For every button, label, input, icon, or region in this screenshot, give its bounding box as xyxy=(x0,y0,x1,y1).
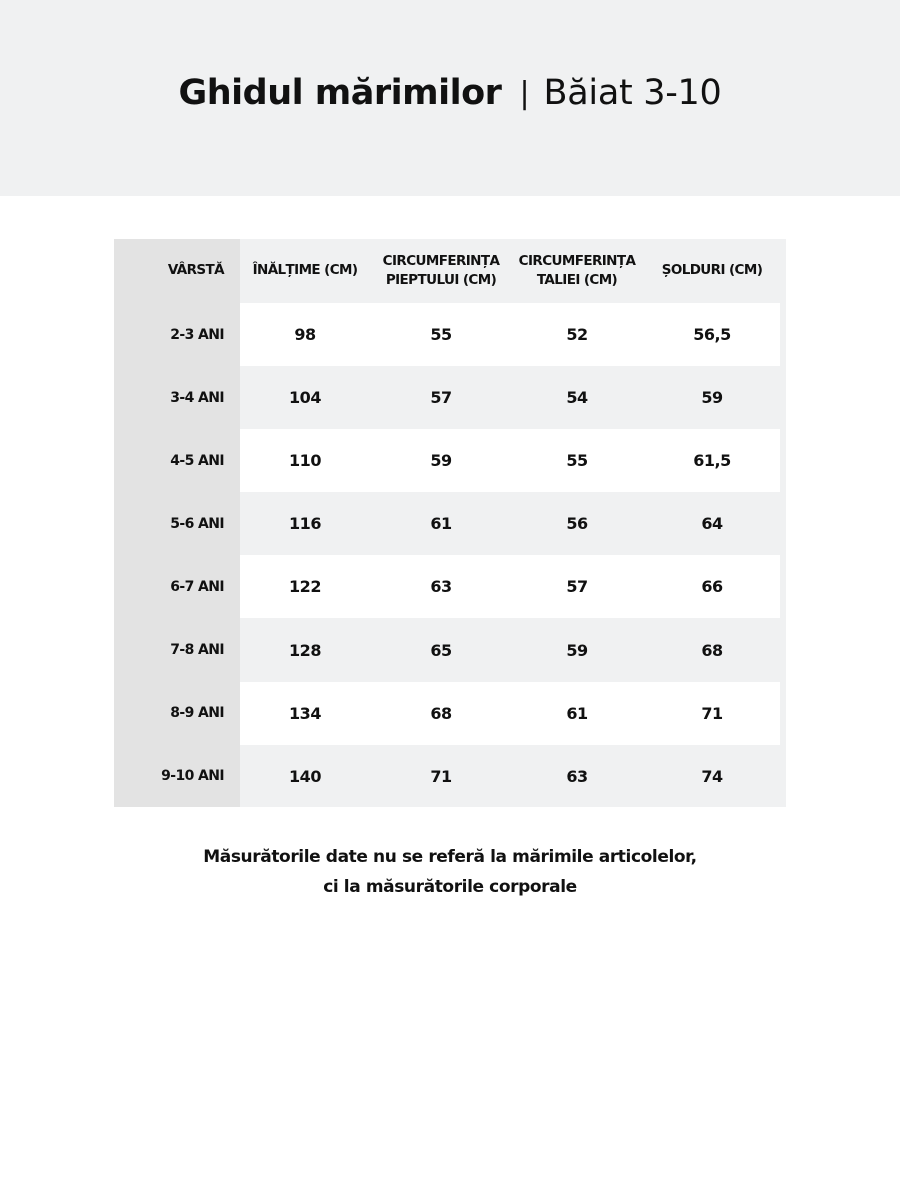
cell-hips: 68 xyxy=(701,640,723,660)
cell-hips: 64 xyxy=(701,514,723,534)
cell-height: 128 xyxy=(289,640,321,660)
table-row xyxy=(114,492,786,555)
cell-height: 134 xyxy=(289,703,321,723)
table-row xyxy=(114,619,786,682)
cell-chest: 63 xyxy=(430,577,452,597)
cell-waist: 52 xyxy=(566,325,588,344)
column-header-height: ÎNĂLȚIME (CM) xyxy=(252,262,358,278)
column-header-chest xyxy=(372,239,510,302)
column-header-hips: ȘOLDURI (CM) xyxy=(661,262,763,278)
cell-hips: 66 xyxy=(701,577,723,597)
cell-height: 110 xyxy=(289,451,321,471)
table-row xyxy=(114,303,786,366)
cell-hips: 71 xyxy=(701,703,723,723)
cell-height: 140 xyxy=(289,766,321,786)
column-header-waist-line1: CIRCUMFERINȚA xyxy=(518,252,636,269)
table-row xyxy=(114,745,786,808)
table-header-row xyxy=(114,239,786,302)
cell-age: 6-7 ANI xyxy=(170,578,224,595)
cell-hips: 56,5 xyxy=(693,325,731,344)
cell-hips: 74 xyxy=(701,766,723,786)
cell-waist: 57 xyxy=(566,577,588,597)
table-row xyxy=(114,429,786,492)
title-subtitle: Băiat 3-10 xyxy=(543,73,722,113)
footnote-line2: ci la măsurătorile corporale xyxy=(323,877,577,897)
cell-height: 116 xyxy=(289,514,321,534)
cell-waist: 61 xyxy=(566,703,588,723)
cell-chest: 57 xyxy=(430,388,452,408)
table-row xyxy=(114,682,786,745)
cell-age: 5-6 ANI xyxy=(170,515,224,532)
size-table xyxy=(114,239,786,807)
column-header-age: VÂRSTĂ xyxy=(167,262,224,278)
footnote xyxy=(0,842,900,902)
cell-height: 98 xyxy=(294,325,316,344)
column-header-waist xyxy=(508,239,646,302)
cell-waist: 54 xyxy=(566,388,588,408)
title-main: Ghidul mărimilor xyxy=(178,73,502,113)
cell-waist: 59 xyxy=(566,640,588,660)
cell-chest: 61 xyxy=(430,514,452,534)
cell-waist: 55 xyxy=(566,451,588,471)
page-header xyxy=(0,0,900,196)
table-row xyxy=(114,555,786,618)
column-header-waist-line2: TALIEI (CM) xyxy=(536,271,618,288)
footnote-line1: Măsurătorile date nu se referă la mărimile articolelor, xyxy=(203,847,697,867)
cell-age: 8-9 ANI xyxy=(170,705,224,722)
cell-height: 122 xyxy=(289,577,321,597)
cell-age: 2-3 ANI xyxy=(170,326,224,343)
cell-chest: 55 xyxy=(430,325,452,344)
cell-hips: 59 xyxy=(701,388,723,408)
column-header-chest-line1: CIRCUMFERINȚA xyxy=(382,252,500,269)
cell-chest: 59 xyxy=(430,451,452,471)
title-separator: | xyxy=(519,75,530,111)
cell-age: 7-8 ANI xyxy=(170,642,224,658)
cell-height: 104 xyxy=(289,388,321,408)
cell-waist: 63 xyxy=(566,766,588,786)
column-header-chest-line2: PIEPTULUI (CM) xyxy=(385,271,497,288)
cell-age: 9-10 ANI xyxy=(161,768,224,785)
table-row xyxy=(114,366,786,429)
cell-age: 4-5 ANI xyxy=(170,452,224,469)
page-title xyxy=(179,73,722,113)
cell-chest: 68 xyxy=(430,703,452,723)
cell-chest: 71 xyxy=(430,766,452,786)
cell-waist: 56 xyxy=(566,514,588,534)
cell-chest: 65 xyxy=(430,640,452,660)
cell-age: 3-4 ANI xyxy=(170,389,224,406)
cell-hips: 61,5 xyxy=(693,451,731,471)
